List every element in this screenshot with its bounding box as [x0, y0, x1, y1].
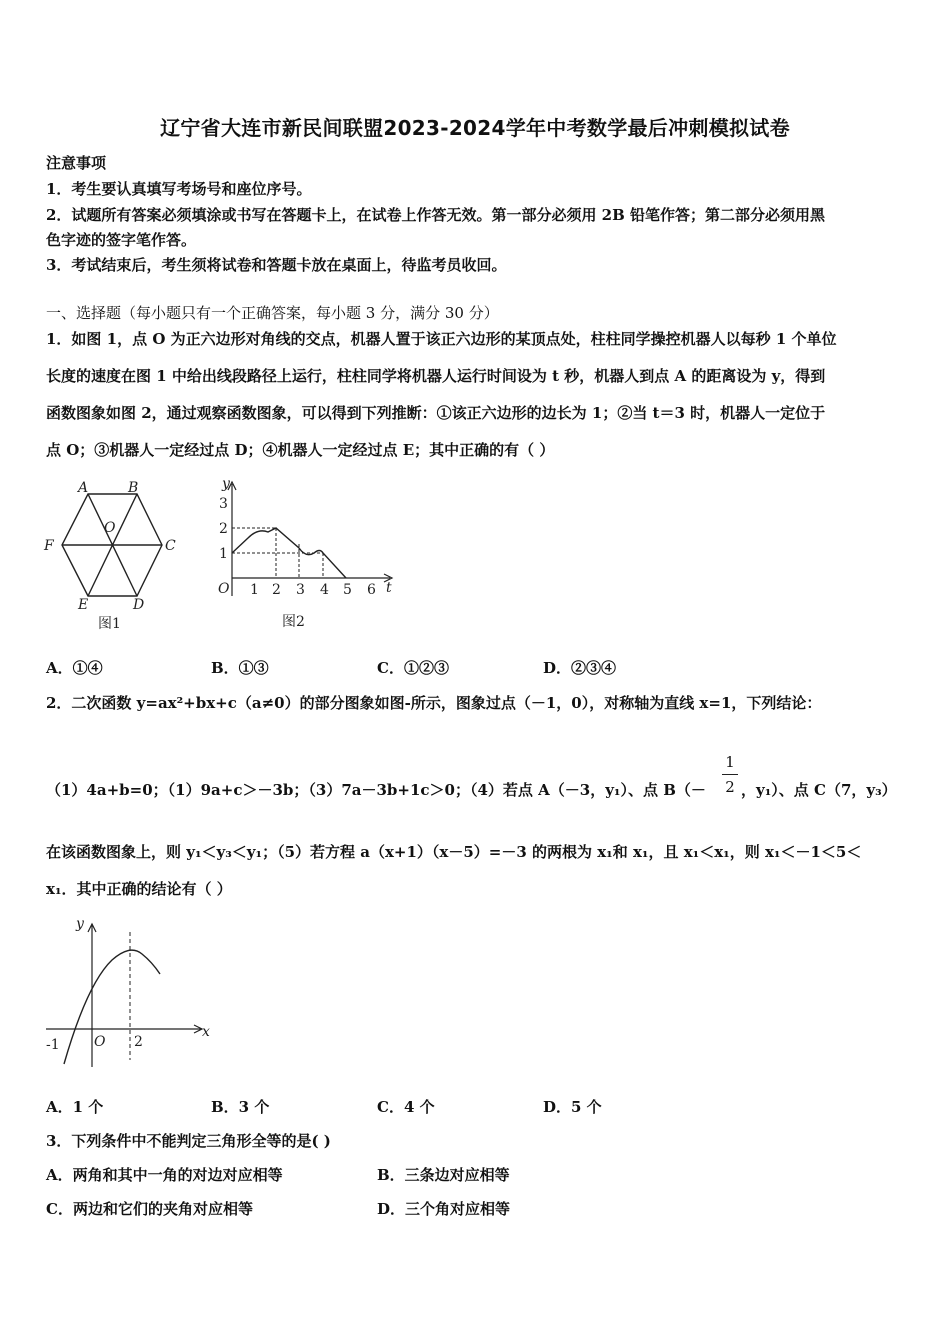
notice-heading: 注意事项: [46, 154, 107, 172]
q2-option-a: A．1 个: [46, 1098, 104, 1116]
x-tick-6: 6: [367, 582, 376, 598]
guide-lines: [232, 528, 323, 578]
fraction-numerator: 1: [725, 753, 735, 771]
x-tick-5: 5: [343, 582, 352, 598]
notice-item-2-cont: 色字迹的签字笔作答。: [46, 231, 197, 249]
x-tick-2: 2: [272, 582, 281, 598]
q3-option-b: B．三条边对应相等: [377, 1166, 510, 1184]
y-tick-2: 2: [219, 521, 228, 537]
q2-option-b: B．3 个: [211, 1098, 270, 1116]
q2-line-4: x₁．其中正确的结论有（ ）: [46, 880, 232, 898]
q1-option-c: C．①②③: [377, 659, 449, 677]
q1-option-d: D．②③④: [543, 659, 617, 677]
label-c: C: [165, 538, 176, 554]
q2-option-c: C．4 个: [377, 1098, 435, 1116]
origin-label: O: [218, 581, 230, 597]
fraction-denominator: 2: [725, 778, 735, 796]
fig2-caption: 图2: [282, 614, 305, 630]
fraction-bar: [722, 774, 738, 775]
q1-line-3: 函数图象如图 2，通过观察函数图象，可以得到下列推断：①该正六边形的边长为 1；②当 t＝3 时，机器人一定位于: [46, 404, 826, 422]
x-tick-3: 3: [296, 582, 305, 598]
q1-line-2: 长度的速度在图 1 中给出线段路径上运行，柱柱同学将机器人运行时间设为 t 秒，机器人到点 A 的距离设为 y，得到: [46, 367, 826, 385]
x-axis-label: x: [202, 1024, 210, 1040]
q3-option-c: C．两边和它们的夹角对应相等: [46, 1200, 253, 1218]
q2-line-1: 2．二次函数 y=ax²+bx+c（a≠0）的部分图象如图-所示，图象过点（－1，0），对称轴为直线 x=1，下列结论：: [46, 694, 822, 712]
q1-option-a: A．①④: [46, 659, 103, 677]
x-tick-4: 4: [320, 582, 329, 598]
q3-option-d: D．三个角对应相等: [377, 1200, 511, 1218]
q2-line-3: 在该函数图象上，则 y₁＜y₃＜y₁；（5）若方程 a（x+1）（x－5）=－3 的两根为 x₁和 x₁，且 x₁＜x₁，则 x₁＜－1＜5＜: [46, 843, 862, 861]
q1-line-1: 1．如图 1，点 O 为正六边形对角线的交点，机器人置于该正六边形的某顶点处，柱柱同学操控机器人以每秒 1 个单位: [46, 330, 837, 348]
q1-line-4: 点 O；③机器人一定经过点 D；④机器人一定经过点 E；其中正确的有（ ）: [46, 441, 555, 459]
y-tick-3: 3: [219, 496, 228, 512]
notice-item-2: 2．试题所有答案必须填涂或书写在答题卡上，在试卷上作答无效。第一部分必须用 2B 铅笔作答；第二部分必须用黑: [46, 206, 826, 224]
x-tick-1: 1: [250, 582, 259, 598]
label-o: O: [104, 520, 116, 536]
q1-option-b: B．①③: [211, 659, 269, 677]
notice-item-3: 3．考试结束后，考生须将试卷和答题卡放在桌面上，待监考员收回。: [46, 256, 507, 274]
q2-line-2b: ，y₁）、点 C（7，y₃）: [741, 781, 897, 799]
section-heading: 一、选择题（每小题只有一个正确答案，每小题 3 分，满分 30 分）: [46, 304, 499, 322]
label-f: F: [44, 538, 54, 554]
parabola-figure: [42, 912, 222, 1074]
y-axis-label: y: [76, 916, 84, 932]
page-title: 辽宁省大连市新民间联盟2023-2024学年中考数学最后冲刺模拟试卷: [160, 116, 790, 140]
origin-label: O: [94, 1034, 106, 1050]
fig1-caption: 图1: [98, 616, 121, 632]
label-a: A: [78, 480, 89, 496]
q3-stem: 3．下列条件中不能判定三角形全等的是( ): [46, 1132, 331, 1150]
two-label: 2: [134, 1034, 143, 1050]
label-e: E: [78, 597, 89, 613]
function-graph-figure: [210, 476, 400, 638]
label-b: B: [128, 480, 139, 496]
label-d: D: [133, 597, 145, 613]
y-axis-label: y: [222, 476, 230, 492]
neg-one-label: -1: [46, 1037, 60, 1053]
x-axis-label: t: [386, 580, 392, 596]
q3-option-a: A．两角和其中一角的对边对应相等: [46, 1166, 283, 1184]
q2-line-2a: （1）4a+b=0；（1）9a+c＞－3b；（3）7a－3b+1c＞0；（4）若点 A（－3，y₁）、点 B（－: [46, 781, 706, 799]
q2-option-d: D．5 个: [543, 1098, 602, 1116]
notice-item-1: 1．考生要认真填写考场号和座位序号。: [46, 180, 312, 198]
hexagon-figure: [40, 478, 190, 638]
y-tick-1: 1: [219, 546, 228, 562]
